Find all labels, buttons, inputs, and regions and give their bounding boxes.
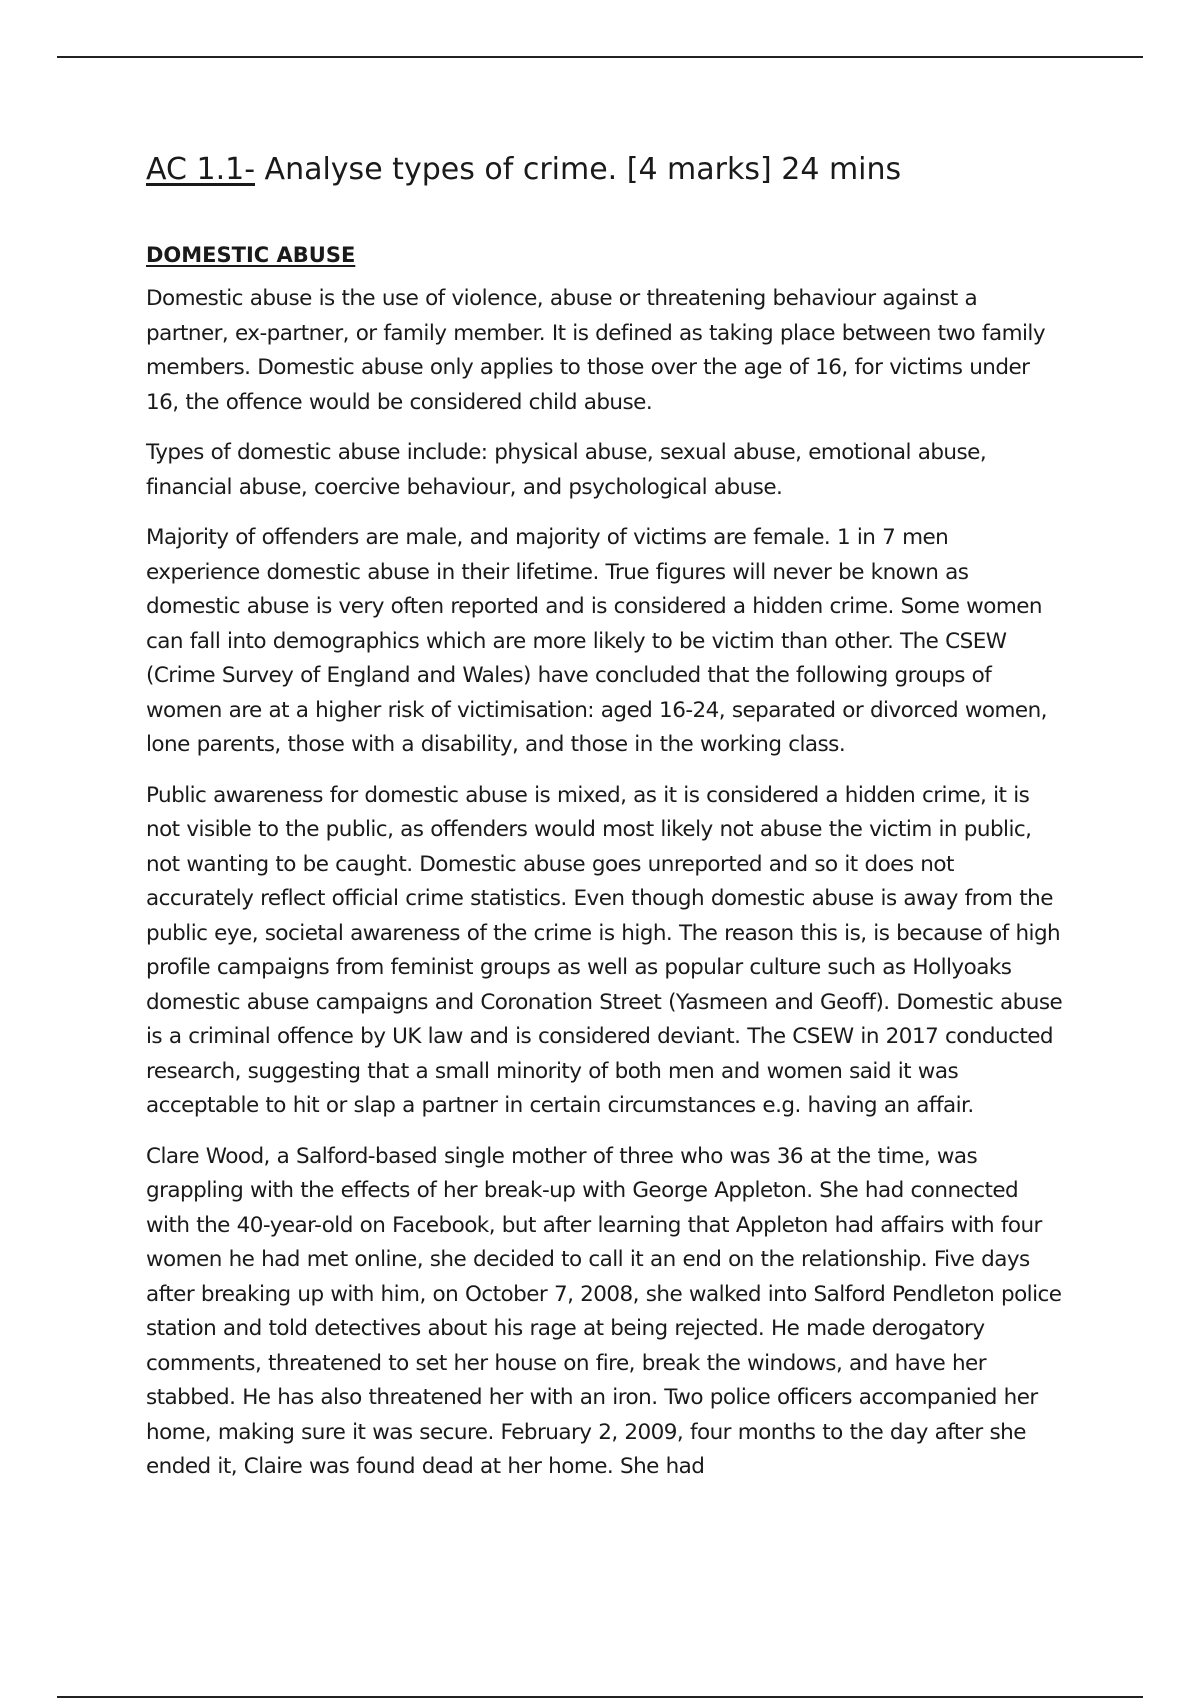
assessment-criterion-code: AC 1.1- bbox=[146, 152, 256, 187]
assessment-criterion-text: Analyse types of crime. [4 marks] 24 mins bbox=[255, 152, 902, 187]
paragraph-case-study: Clare Wood, a Salford-based single mother of three who was 36 at the time, was grappling with the effects of her break-up with George Appleton. She had connected with the 40-year-old on Facebook, but after learning that Appleton had affairs with four women he had met online, she decided to call it an end on the relationship. Five days after breaking up with him, on October 7, 2008, she walked into Salford Pendleton police station and told detectives about his rage at being rejected. He made derogatory comments, threatened to set her house on fire, break the windows, and have her stabbed. He has also threatened her with an iron. Two police officers accompanied her home, making sure it was secure. February 2, 2009, four months to the day after she ended it, Claire was found dead at her home. She had bbox=[146, 1143, 1062, 1479]
paragraph-definition: Domestic abuse is the use of violence, abuse or threatening behaviour against a partner, ex-partner, or family member. It is defined as taking place between two family members. Domestic abuse only applies to those over the age of 16, for victims under 16, the offence would be considered child abuse. bbox=[146, 286, 1045, 415]
document-body bbox=[146, 150, 1066, 1501]
paragraph-victims-offenders: Majority of offenders are male, and majority of victims are female. 1 in 7 men experience domestic abuse in their lifetime. True figures will never be known as domestic abuse is very often reported and is considered a hidden crime. Some women can fall into demographics which are more likely to be victim than other. The CSEW (Crime Survey of England and Wales) have concluded that the following groups of women are at a higher risk of victimisation: aged 16-24, separated or divorced women, lone parents, those with a disability, and those in the working class. bbox=[146, 525, 1047, 757]
paragraph-types: Types of domestic abuse include: physical abuse, sexual abuse, emotional abuse, financial abuse, coercive behaviour, and psychological abuse. bbox=[146, 440, 987, 500]
paragraph-public-awareness: Public awareness for domestic abuse is mixed, as it is considered a hidden crime, it is not visible to the public, as offenders would most likely not abuse the victim in public, not wanting to be caught. Domestic abuse goes unreported and so it does not accurately reflect official crime statistics. Even though domestic abuse is away from the public eye, societal awareness of the crime is high. The reason this is, is because of high profile campaigns from feminist groups as well as popular culture such as Hollyoaks domestic abuse campaigns and Coronation Street (Yasmeen and Geoff). Domestic abuse is a criminal offence by UK law and is considered deviant. The CSEW in 2017 conducted research, suggesting that a small minority of both men and women said it was acceptable to hit or slap a partner in certain circumstances e.g. having an affair. bbox=[146, 782, 1063, 1118]
footer-rule bbox=[57, 1696, 1143, 1698]
header-rule bbox=[57, 56, 1143, 58]
section-heading: DOMESTIC ABUSE bbox=[146, 243, 356, 267]
page-title bbox=[146, 150, 1066, 190]
